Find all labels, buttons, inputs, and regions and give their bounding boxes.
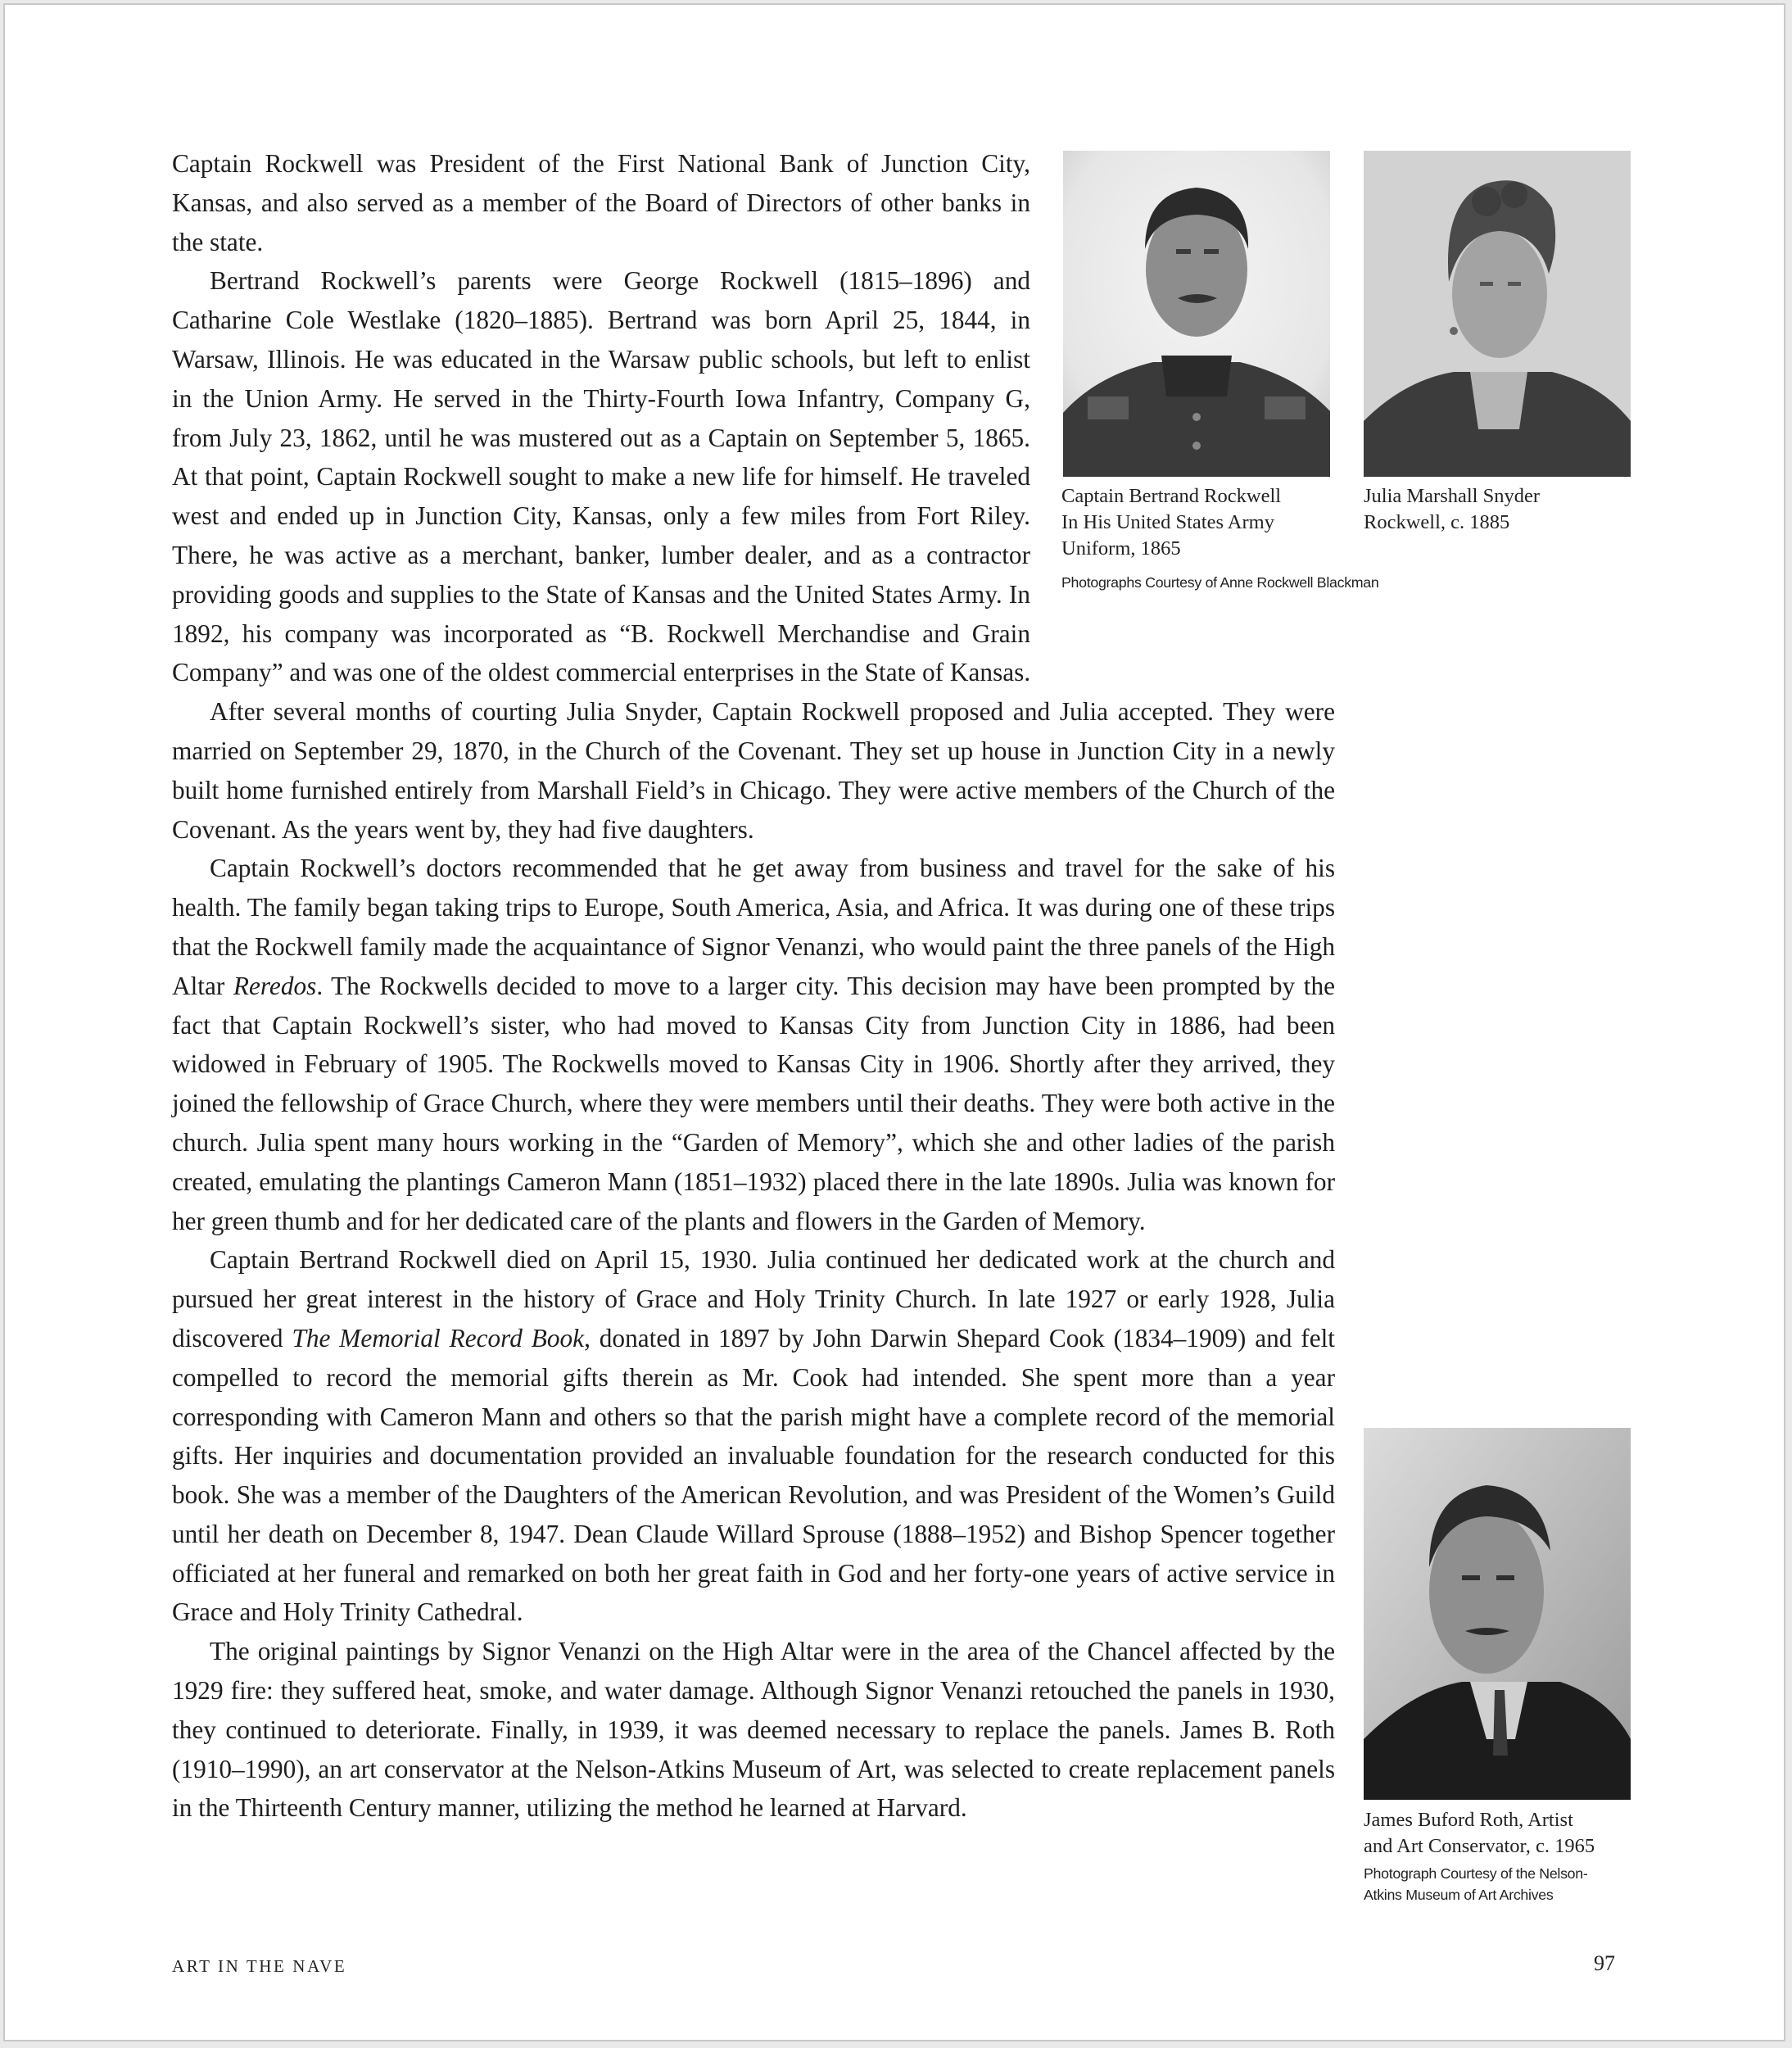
caption-bertrand-rockwell: Captain Bertrand Rockwell In His United States Army Uniform, 1865	[1061, 485, 1282, 560]
photo-julia-rockwell	[1364, 151, 1631, 477]
caption-james-roth: James Buford Roth, Artist and Art Conservator, c. 1965	[1364, 1809, 1595, 1857]
page-number: 97	[1594, 1951, 1615, 1975]
book-page	[3, 3, 1785, 2041]
paragraph: Captain Bertrand Rockwell died on April 15, 1930. Julia continued her dedicated work at the church and pursued her great interest in the history of Grace and Holy Trinity Church. In late 1927 or early 1928, Julia discovered The Memorial Record Book, donated in 1897 by John Darwin Shepard Cook (1834–1909) and felt compelled to record the memorial gifts therein as Mr. Cook had intended. She spent more than a year corresponding with Cameron Mann and others so that the parish might have a complete record of the memorial gifts. Her inquiries and documentation provided an invaluable foundation for the research conducted for this book. She was a member of the Daughters of the American Revolution, and was President of the Women’s Guild until her death on December 8, 1947. Dean Claude Willard Sprouse (1888–1952) and Bishop Spencer together officiated at her funeral and remarked on both her great faith in God and her forty-one years of active service in Grace and Holy Trinity Cathedral.	[172, 1245, 1335, 1627]
running-title: ART IN THE NAVE	[172, 1956, 347, 1976]
paragraph: Captain Rockwell was President of the First National Bank of Junction City, Kansas, and also served as a member of the Board of Directors of other banks in the state.	[172, 149, 1030, 256]
photo-credit-roth: Photograph Courtesy of the Nelson- Atkins Museum of Art Archives	[1364, 1865, 1588, 1903]
paragraph: Bertrand Rockwell’s parents were George Rockwell (1815–1896) and Catharine Cole Westlake (1820–1885). Bertrand was born April 25, 1844, in Warsaw, Illinois. He was educated in the Warsaw public schools, but left to enlist in the Union Army. He served in the Thirty-Fourth Iowa Infantry, Company G, from July 23, 1862, until he was mustered out as a Captain on September 5, 1865. At that point, Captain Rockwell sought to make a new life for himself. He traveled west and ended up in Junction City, Kansas, only a few miles from Fort Riley. There, he was active as a merchant, banker, lumber dealer, and as a contractor providing goods and supplies to the State of Kansas and the United States Army. In 1892, his company was incorporated as “B. Rockwell Merchandise and Grain Company” and was one of the oldest commercial enterprises in the State of Kansas.	[172, 266, 1031, 687]
photo-james-roth	[1364, 1428, 1631, 1800]
article-body	[172, 144, 1335, 1828]
caption-julia-rockwell: Julia Marshall Snyder Rockwell, c. 1885	[1364, 485, 1541, 533]
photo-credit-rockwell: Photographs Courtesy of Anne Rockwell Blackman	[1061, 574, 1379, 591]
paragraph: The original paintings by Signor Venanzi on the High Altar were in the area of the Chancel affected by the 1929 fire: they suffered heat, smoke, and water damage. Although Signor Venanzi retouched the panels in 1930, they continued to deteriorate. Finally, in 1939, it was deemed necessary to replace the panels. James B. Roth (1910–1990), an art conservator at the Nelson-Atkins Museum of Art, was selected to create replacement panels in the Thirteenth Century manner, utilizing the method he learned at Harvard.	[172, 1637, 1335, 1823]
paragraph: After several months of courting Julia Snyder, Captain Rockwell proposed and Julia accepted. They were married on September 29, 1870, in the Church of the Covenant. They set up house in Junction City in a newly built home furnished entirely from Marshall Field’s in Chicago. They were active members of the Church of the Covenant. As the years went by, they had five daughters.	[172, 697, 1335, 844]
paragraph: Captain Rockwell’s doctors recommended that he get away from business and travel for the sake of his health. The family began taking trips to Europe, South America, Asia, and Africa. It was during one of these trips that the Rockwell family made the acquaintance of Signor Venanzi, who would paint the three panels of the High Altar Reredos. The Rockwells decided to move to a larger city. This decision may have been prompted by the fact that Captain Rockwell’s sister, who had moved to Kansas City from Junction City in 1886, had been widowed in February of 1905. The Rockwells moved to Kansas City in 1906. Shortly after they arrived, they joined the fellowship of Grace Church, where they were members until their deaths. They were both active in the church. Julia spent many hours working in the “Garden of Memory”, which she and other ladies of the parish created, emulating the plantings Cameron Mann (1851–1932) placed there in the late 1890s. Julia was known for her green thumb and for her dedicated care of the plants and flowers in the Garden of Memory.	[172, 854, 1335, 1235]
photo-wrap-area	[1030, 144, 1335, 616]
